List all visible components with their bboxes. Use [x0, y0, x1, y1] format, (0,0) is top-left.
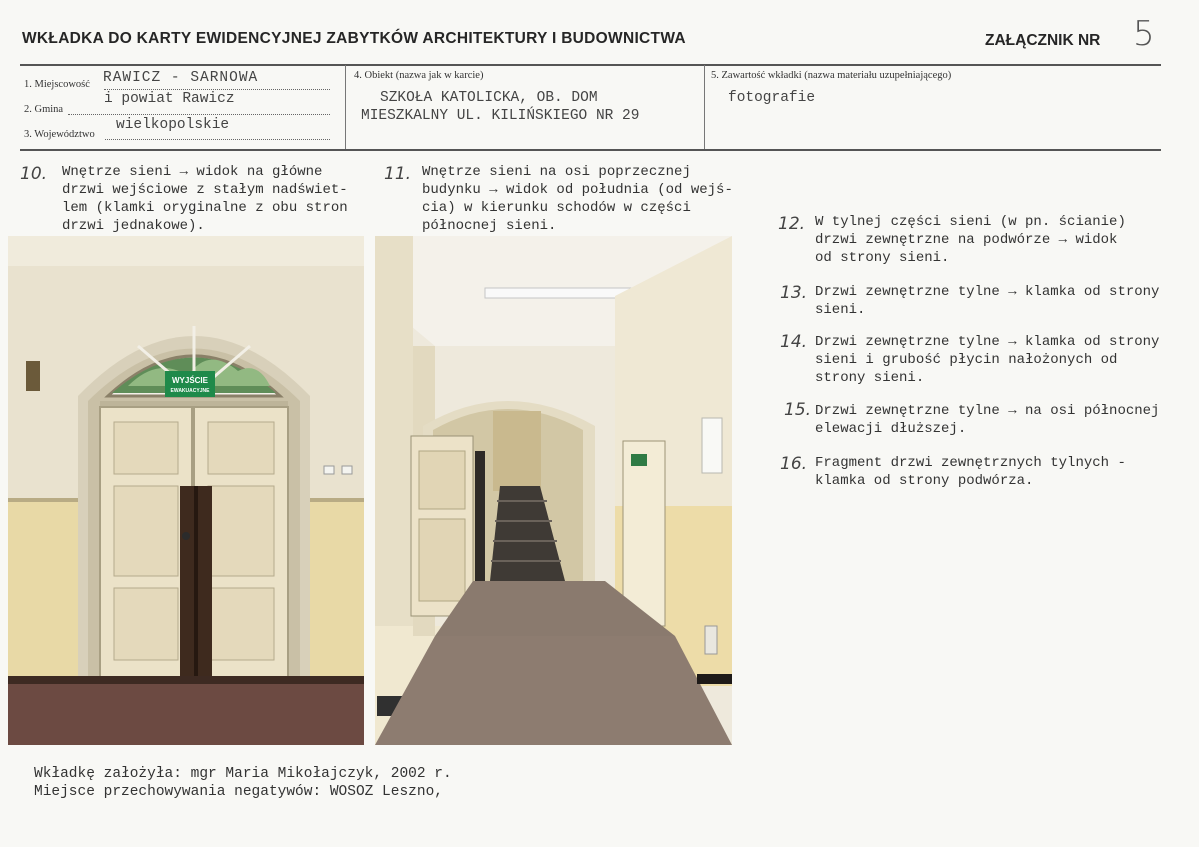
footer-negatives: Miejsce przechowywania negatywów: WOSOZ Leszno, [34, 784, 443, 800]
photo-entrance-door [8, 236, 364, 745]
photo-caption-16: Fragment drzwi zewnętrznych tylnych - klamka od strony podwórza. [815, 455, 1126, 489]
photo-caption-15: Drzwi zewnętrzne tylne → na osi północnej elewacji dłuższej. [815, 403, 1160, 437]
footer-author: Wkładkę założyła: mgr Maria Mikołajczyk, 2002 r. [34, 766, 452, 782]
field-value-locality: RAWICZ - SARNOWA [103, 70, 259, 86]
field-value-voivodeship: wielkopolskie [116, 117, 230, 133]
photo-number-11: 11. [384, 164, 412, 184]
form-bottom-rule [20, 149, 1161, 151]
photo-caption-10: Wnętrze sieni → widok na główne drzwi wejściowe z stałym nadświet- lem (klamki oryginalne z obu stron drzwi jednakowe). [62, 164, 348, 234]
photo-number-10: 10. [20, 164, 48, 184]
field-value-contents: fotografie [728, 90, 816, 106]
field-label-commune: 2. Gmina [24, 104, 64, 115]
photo-caption-11: Wnętrze sieni na osi poprzecznej budynku → widok od południa (od wejś- cia) w kierunku schodów w części północnej sieni. [422, 164, 733, 234]
sheet-title: WKŁADKA DO KARTY EWIDENCYJNEJ ZABYTKÓW ARCHITEKTURY I BUDOWNICTWA [22, 30, 686, 47]
field-dots-voivodeship [105, 139, 330, 140]
field-value-object-line2: MIESZKALNY UL. KILIŃSKIEGO NR 29 [361, 108, 640, 124]
field-dots-locality [104, 89, 330, 90]
field-label-contents: 5. Zawartość wkładki (nazwa materiału uzupełniającego) [711, 70, 952, 81]
header-rule [20, 64, 1161, 66]
photo-caption-14: Drzwi zewnętrzne tylne → klamka od strony sieni i grubość płycin nałożonych od strony sieni. [815, 334, 1160, 386]
photo-number-12: 12. [778, 214, 806, 234]
photo-number-16: 16. [780, 454, 808, 474]
field-value-object-line1: SZKOŁA KATOLICKA, OB. DOM [380, 90, 598, 106]
exit-sign-line1: WYJŚCIE [171, 376, 209, 385]
annex-label: ZAŁĄCZNIK NR [985, 32, 1101, 49]
form-divider-1 [345, 65, 346, 149]
annex-number: 5 [1133, 14, 1155, 54]
photo-number-15: 15. [784, 400, 812, 420]
entrance-door-illustration [8, 236, 364, 745]
form-divider-2 [704, 65, 705, 149]
photo-caption-13: Drzwi zewnętrzne tylne → klamka od strony sieni. [815, 284, 1160, 318]
field-value-commune: i powiat Rawicz [104, 91, 235, 107]
photo-caption-12: W tylnej części sieni (w pn. ścianie) drzwi zewnętrzne na podwórze → widok od strony sieni. [815, 214, 1126, 266]
field-dots-commune [68, 114, 330, 115]
exit-sign-line2: EWAKUACYJNE [170, 388, 210, 394]
photo-number-13: 13. [780, 283, 808, 303]
field-label-object: 4. Obiekt (nazwa jak w karcie) [354, 70, 484, 81]
hallway-illustration [375, 236, 732, 745]
field-label-voivodeship: 3. Województwo [24, 129, 95, 140]
photo-number-14: 14. [780, 332, 808, 352]
field-label-locality: 1. Miejscowość [24, 79, 90, 90]
photo-hallway-stairs [375, 236, 732, 745]
